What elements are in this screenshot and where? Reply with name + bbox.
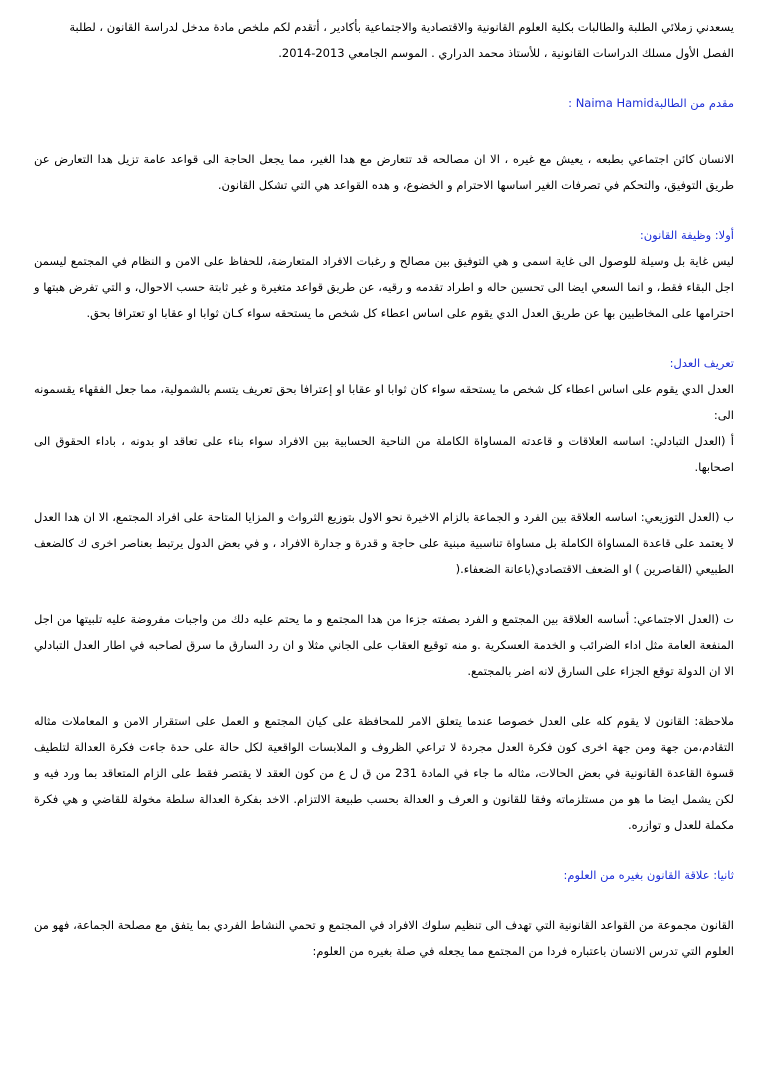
spacer — [34, 326, 734, 350]
section-text-relation: القانون مجموعة من القواعد القانونية التي تهدف الى تنظيم سلوك الافراد في المجتمع و تحمي النشاط الفردي بما يتفق مع مصلحة الجماعة، فهو من العلوم التي تدرس الانسان باعتباره فردا من المجتمع مما يجعله في صلة بغيره من العلوم: — [34, 918, 734, 958]
spacer — [34, 480, 734, 504]
spacer — [34, 198, 734, 222]
spacer — [34, 66, 734, 90]
justice-social: ت (العدل الاجتماعي: أساسه العلاقة بين المجتمع و الفرد بصفته جزءا من هدا المجتمع و ما يحتم عليه دلك من واجبات مفروضة عليه تلبيتها من اجل المنفعة العامة مثل اداء الضرائب و الخدمة العسكرية .و منه توقيع العقاب على الجاني مثلا و ان رد السارق ما سرق لصاحبه في اطار العدل التبادلي الا ان الدولة توقع الجزاء على السارق لانه اضر بالمجتمع. — [34, 612, 734, 678]
intro-line-2: الفصل الأول مسلك الدراسات القانونية ، للأستاذ محمد الدراري . الموسم الجامعي 2013-2014. — [278, 46, 734, 60]
spacer — [34, 684, 734, 708]
author-label: مقدم من الطالبة — [653, 96, 734, 110]
justice-note: ملاحظة: القانون لا يقوم كله على العدل خصوصا عندما يتعلق الامر للمحافظة على كيان المجتمع و العمل على استقرار الامن و المعاملات مثاله التقادم،من جهة ومن جهة اخرى كون فكرة العدل مجردة لا تراعي الظروف و الملابسات الواقعية لكل حالة على حدة جاءت فكرة العدالة لتلطيف قسوة القاعدة القانونية في بعض الحالات، مثاله ما جاء في المادة 231 من ق ل ع من كون العقد لا يقتصر فقط على الزام المتعاقد بما ورد فيه و لكن يشمل ايضا ما هو من مستلزماته وفقا للقانون و العرف و العدالة بحسب طبيعة الالتزام. الاخد بفكرة العدالة سلطة مخولة للقاضي و هي فكرة مكملة للعدل و توازره. — [34, 714, 735, 832]
spacer — [34, 888, 734, 912]
section-heading-justice: تعريف العدل: — [669, 356, 734, 370]
spacer — [34, 838, 734, 862]
author-name: Naima Hamid — [575, 96, 654, 110]
intro-paragraph: الانسان كائن اجتماعي بطبعه ، يعيش مع غيره ، الا ان مصالحه قد تتعارض مع هدا الغير، مما يجعل الحاجة الى قواعد عامة تزيل هدا التعارض عن طريق التوفيق، والتحكم في تصرفات الغير اساسها الاحترام و الخضوع، و هده القواعد هي التي تشكل القانون. — [34, 152, 734, 192]
section-heading-relation: ثانيا: علاقة القانون بغيره من العلوم: — [563, 868, 734, 882]
section-heading-function: أولا: وظيفة القانون: — [639, 228, 734, 242]
spacer — [34, 116, 734, 146]
section-text-function: ليس غاية بل وسيلة للوصول الى غاية اسمى و هي التوفيق بين مصالح و رغبات الافراد المتعارضة، للحفاظ على الامن و النظام في المجتمع ليسمن اجل البقاء فقط، و انما السعي ايضا الى تحسين حاله و اطراد تقدمه و رقيه، عن طريق قواعد متغيرة و غير ثابتة حسب الاحوال، و التي تفرض هبتها و احترامها على المخاطبين بها عن طريق العدل الدي يقوم على اساس اعطاء كل شخص ما يستحقه سواء كـان ثوابا او عقابا او تعترافا بحق. — [34, 254, 734, 320]
spacer — [34, 582, 734, 606]
justice-definition: العدل الدي يقوم على اساس اعطاء كل شخص ما يستحقه سواء كان ثوابا او عقابا او إعترافا بحق تعريف يتسم بالشمولية، مما جعل الفقهاء يقسمونه الى: — [34, 382, 734, 422]
justice-exchange: أ (العدل التبادلي: اساسه العلاقات و قاعدته المساواة الكاملة من الناحية الحسابية بين الافراد سواء بناء على تعاقد او بدونه ، باداء الحقوق الى اصحابها. — [34, 434, 734, 474]
author-suffix: : — [568, 96, 576, 110]
author-line — [34, 90, 734, 116]
intro-line-1: يسعدني زملائي الطلبة والطالبات بكلية العلوم القانونية والاقتصادية والاجتماعية بأكادير ، أتقدم لكم ملخص مادة مدخل لدراسة القانون ، لطلبة — [69, 20, 734, 34]
justice-distributive: ب (العدل التوزيعي: اساسه العلاقة بين الفرد و الجماعة بالزام الاخيرة نحو الاول بتوزيع الثرواث و المزايا المتاحة على افراد المجتمع، الا ان هدا العدل لا يعتمد على قاعدة المساواة الكاملة بل مساواة تناسبية مبنية على حاجة و قدرة و جدارة الافراد ، و في بعض الدول يرتبط بعناصر اخرى ك كالضعف الطبيعي (القاصرين ) او الضعف الاقتصادي(باعانة الضعفاء.( — [34, 510, 734, 576]
